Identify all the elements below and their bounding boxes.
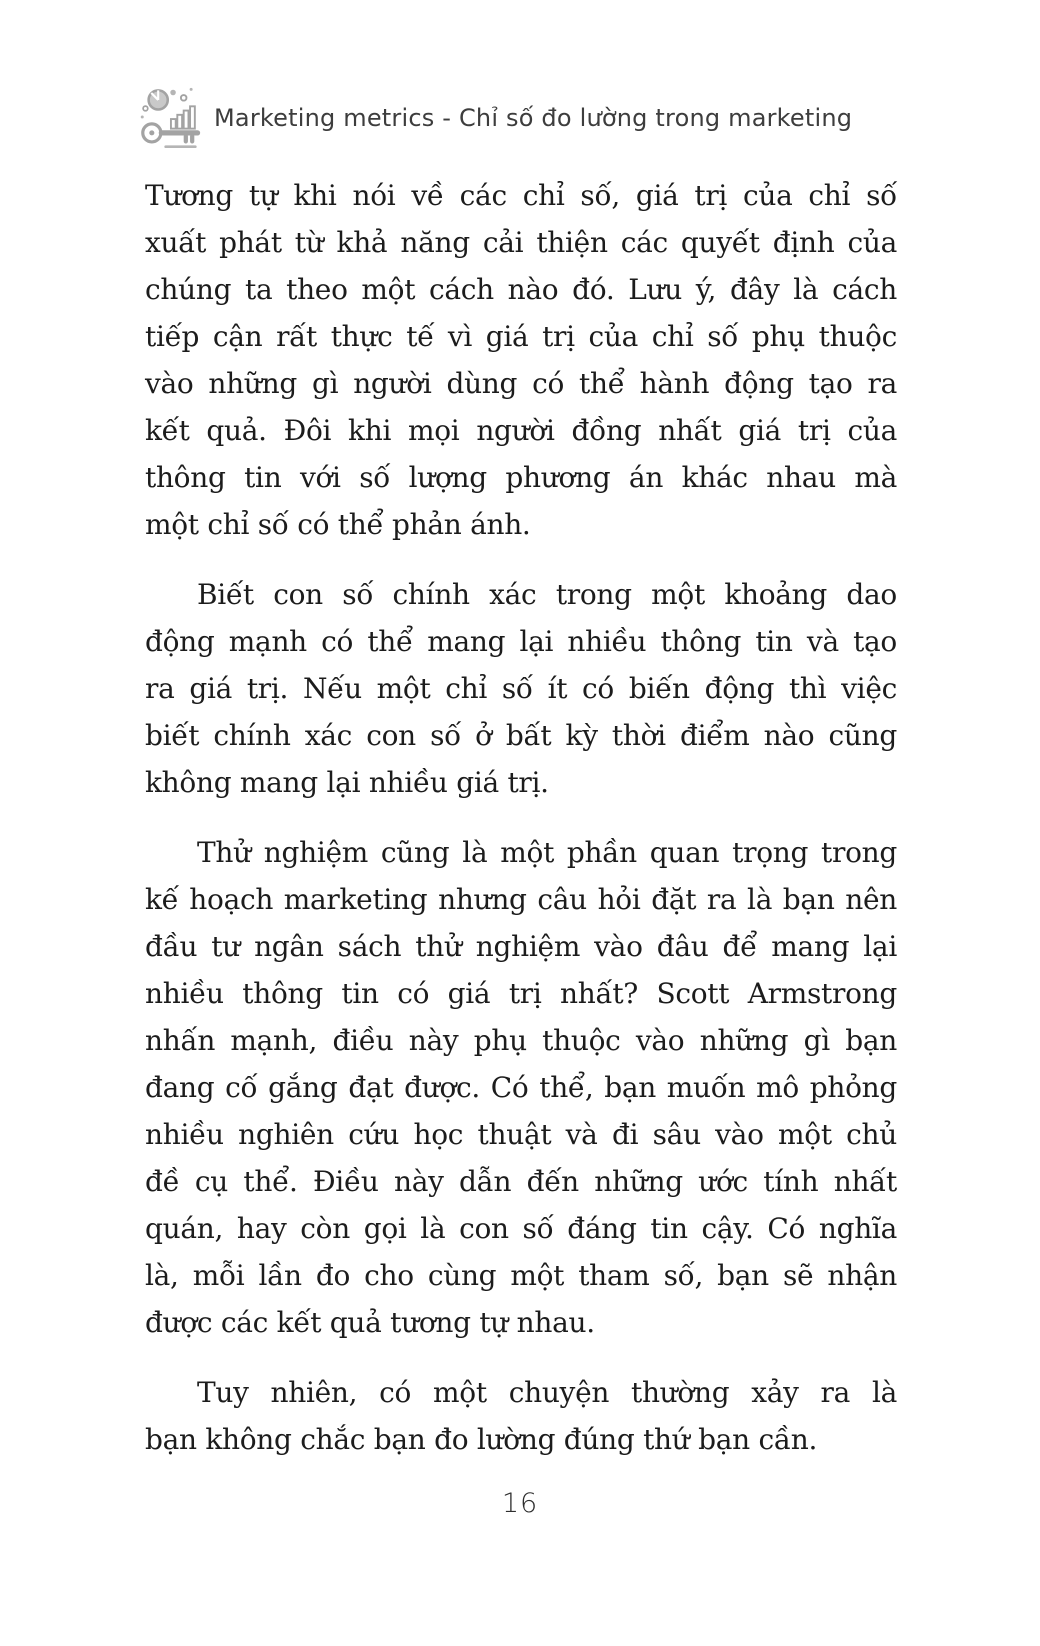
text-line: Tuy nhiên, có một chuyện thường xảy ra là <box>197 1376 897 1409</box>
page-header <box>138 84 902 152</box>
page-footer <box>0 1488 1040 1519</box>
text-line: quán, hay còn gọi là con số đáng tin cậy. Có nghĩa <box>145 1212 897 1245</box>
text-line: nhiều nghiên cứu học thuật và đi sâu vào một chủ <box>145 1118 897 1151</box>
text-line: đề cụ thể. Điều này dẫn đến những ước tính nhất <box>145 1165 897 1198</box>
text-line: tiếp cận rất thực tế vì giá trị của chỉ số phụ thuộc <box>145 320 897 353</box>
text-line: đầu tư ngân sách thử nghiệm vào đâu để mang lại <box>145 930 897 963</box>
text-line: động mạnh có thể mang lại nhiều thông tin và tạo <box>145 625 897 658</box>
text-line: nhiều thông tin có giá trị nhất? Scott Armstrong <box>145 977 897 1010</box>
text-line: chúng ta theo một cách nào đó. Lưu ý, đây là cách <box>145 273 897 306</box>
text-line: kế hoạch marketing nhưng câu hỏi đặt ra là bạn nên <box>145 883 897 916</box>
text-line: là, mỗi lần đo cho cùng một tham số, bạn sẽ nhận <box>145 1259 897 1292</box>
text-line: không mang lại nhiều giá trị. <box>145 766 549 799</box>
body-text <box>145 172 897 1486</box>
page-number: 16 <box>501 1488 539 1519</box>
text-line: Thử nghiệm cũng là một phần quan trọng trong <box>197 836 897 869</box>
text-line: thông tin với số lượng phương án khác nhau mà <box>145 461 897 494</box>
text-line: xuất phát từ khả năng cải thiện các quyết định của <box>145 226 897 259</box>
text-line: kết quả. Đôi khi mọi người đồng nhất giá trị của <box>145 414 897 447</box>
text-line: biết chính xác con số ở bất kỳ thời điểm nào cũng <box>145 719 897 752</box>
key-metrics-icon <box>138 84 206 152</box>
paragraph <box>145 1369 897 1463</box>
text-line: ra giá trị. Nếu một chỉ số ít có biến động thì việc <box>145 672 897 705</box>
paragraph <box>145 571 897 806</box>
text-line: vào những gì người dùng có thể hành động tạo ra <box>145 367 897 400</box>
paragraph <box>145 829 897 1346</box>
text-line: đang cố gắng đạt được. Có thể, bạn muốn mô phỏng <box>145 1071 897 1104</box>
text-line: được các kết quả tương tự nhau. <box>145 1306 595 1339</box>
header-title: Marketing metrics - Chỉ số đo lường trong marketing <box>214 104 853 132</box>
paragraph <box>145 172 897 548</box>
text-line: nhấn mạnh, điều này phụ thuộc vào những gì bạn <box>145 1024 897 1057</box>
text-line: bạn không chắc bạn đo lường đúng thứ bạn cần. <box>145 1423 818 1456</box>
text-line: Biết con số chính xác trong một khoảng dao <box>197 578 897 611</box>
text-line: một chỉ số có thể phản ánh. <box>145 508 531 541</box>
text-line: Tương tự khi nói về các chỉ số, giá trị của chỉ số <box>145 179 897 212</box>
